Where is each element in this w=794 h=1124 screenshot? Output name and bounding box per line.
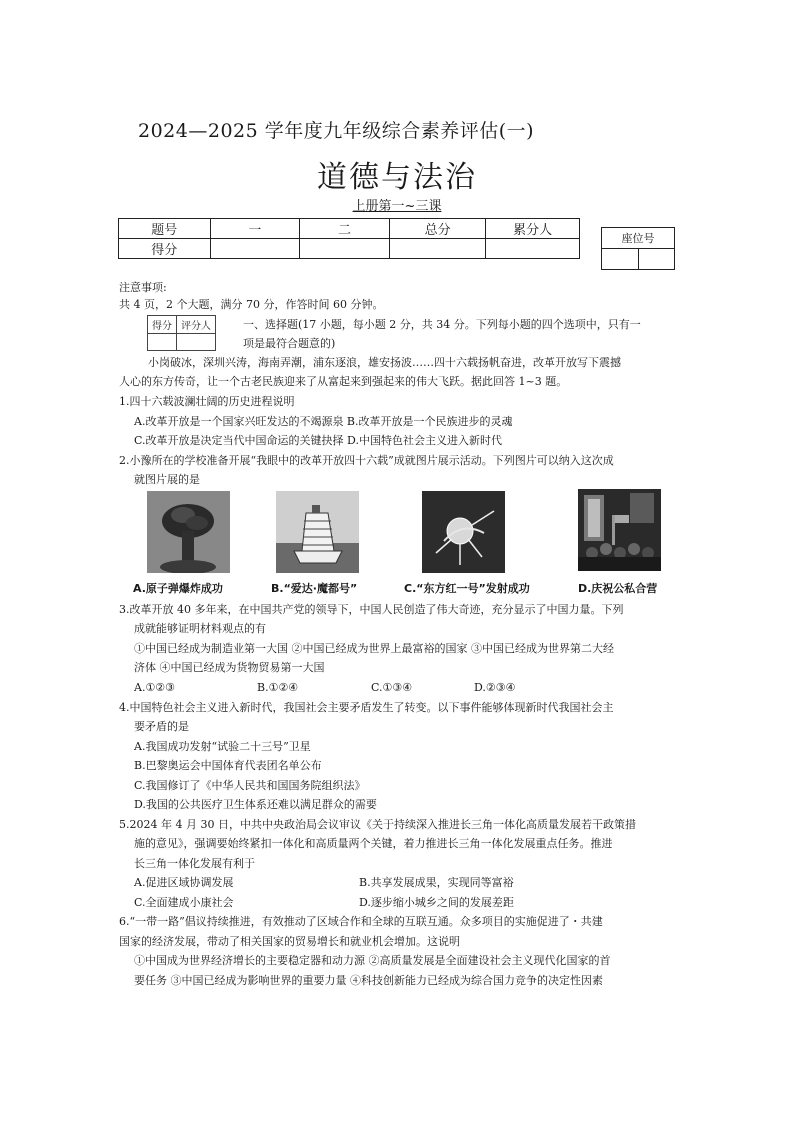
- q4-stem-2: 要矛盾的是: [134, 720, 189, 733]
- seat-cell[interactable]: [602, 249, 639, 270]
- q3-stem: 3.改革开放 40 多年来，在中国共产党的领导下，中国人民创造了伟大奇迹，充分显示了中国力量。下列: [119, 603, 624, 616]
- seat-box: [601, 227, 675, 270]
- section1-intro: 一、选择题(17 小题，每小题 2 分，共 34 分。下列每小题的四个选项中，只有一: [243, 318, 641, 331]
- grader-score-cell[interactable]: [148, 334, 177, 351]
- q3-items: ①中国已经成为制造业第一大国 ②中国已经成为世界上最富裕的国家 ③中国已经成为世界第二大经: [134, 642, 614, 655]
- score-header-cell: 题号: [119, 219, 211, 239]
- q4-option-a: A.我国成功发射“试验二十三号”卫星: [134, 740, 311, 753]
- score-row-label: 得分: [119, 239, 211, 259]
- score-header-cell: 二: [300, 219, 390, 239]
- q5-stem-3: 长三角一体化发展有利于: [134, 857, 255, 870]
- grader-score-label: 得分: [148, 316, 177, 334]
- score-cell[interactable]: [389, 239, 486, 259]
- score-cell[interactable]: [300, 239, 390, 259]
- q4-option-b: B.巴黎奥运会中国体育代表团名单公布: [134, 759, 322, 772]
- q1-options-cd: C.改革开放是决定当代中国命运的关键抉择 D.中国特色社会主义进入新时代: [134, 434, 502, 447]
- q4-option-c: C.我国修订了《中华人民共和国国务院组织法》: [134, 779, 366, 792]
- q4-option-d: D.我国的公共医疗卫生体系还难以满足群众的需要: [134, 798, 377, 811]
- q3-option-a: A.①②③: [134, 681, 176, 694]
- subject-title: 道德与法治: [317, 160, 477, 195]
- q1-stem: 1.四十六载波澜壮阔的历史进程说明: [119, 395, 295, 408]
- score-table: [118, 218, 580, 259]
- photo-caption-c: C.“东方红一号”发射成功: [404, 582, 530, 595]
- grader-name-cell[interactable]: [177, 334, 216, 351]
- q5-option-c: C.全面建成小康社会: [134, 896, 234, 909]
- satellite-photo: [422, 491, 505, 573]
- photo-caption-a: A.原子弹爆炸成功: [133, 582, 223, 595]
- scope-line: [0, 195, 794, 214]
- score-header-cell: 总分: [389, 219, 486, 239]
- q3-option-c: C.①③④: [371, 681, 413, 694]
- q5-stem: 5.2024 年 4 月 30 日，中共中央政治局会议审议《关于持续深入推进长三角一体化高质量发展若干政策措: [119, 818, 636, 831]
- q3-stem-2: 成就能够证明材料观点的有: [134, 622, 266, 635]
- q5-stem-2: 施的意见》，强调要始终紧扣一体化和高质量两个关键，着力推进长三角一体化发展重点任务。推进: [134, 837, 613, 850]
- q5-option-d: D.逐步缩小城乡之间的发展差距: [359, 896, 514, 909]
- q6-stem: 6.“一带一路”倡议持续推进，有效推动了区域合作和全球的互联互通。众多项目的实施促进了・共建: [119, 915, 603, 928]
- notes-heading: 注意事项:: [119, 281, 167, 294]
- q2-stem: 2.小豫所在的学校准备开展“我眼中的改革开放四十六载”成就图片展示活动。下列图片可以纳入这次成: [119, 454, 614, 467]
- passage-line: 小岗破冰，深圳兴涛，海南弄潮，浦东逐浪，雄安扬波……四十六载扬帆奋进，改革开放写下震撼: [148, 356, 621, 369]
- passage-line: 人心的东方传奇，让一个古老民族迎来了从富起来到强起来的伟大飞跃。据此回答 1~3 题。: [119, 375, 568, 388]
- q4-stem: 4.中国特色社会主义进入新时代，我国社会主要矛盾发生了转变。以下事件能够体现新时代我国社会主: [119, 701, 614, 714]
- score-cell[interactable]: [210, 239, 300, 259]
- photo-caption-d: D.庆祝公私合营: [578, 582, 658, 595]
- celebration-crowd-photo: [578, 489, 661, 571]
- q3-items-2: 济体 ④中国已经成为货物贸易第一大国: [134, 661, 325, 674]
- section1-intro-2: 项是最符合题意的): [243, 337, 336, 350]
- exam-title: 2024—2025 学年度九年级综合素养评估(一): [138, 120, 535, 142]
- score-cell[interactable]: [486, 239, 580, 259]
- q5-option-a: A.促进区域协调发展: [134, 876, 234, 889]
- q6-items: ①中国成为世界经济增长的主要稳定器和动力源 ②高质量发展是全面建设社会主义现代化国家的首: [134, 954, 611, 967]
- atomic-bomb-photo: [147, 491, 230, 573]
- seat-label: 座位号: [602, 228, 675, 249]
- q2-stem-2: 就图片展的是: [134, 473, 200, 486]
- grader-name-label: 评分人: [177, 316, 216, 334]
- q3-option-b: B.①②④: [257, 681, 299, 694]
- q6-items-2: 要任务 ③中国已经成为影响世界的重要力量 ④科技创新能力已经成为综合国力竞争的决定性因素: [134, 974, 603, 987]
- grader-box: [147, 315, 216, 351]
- seat-cell[interactable]: [638, 249, 675, 270]
- cruise-ship-photo: [276, 491, 359, 573]
- q1-options-ab: A.改革开放是一个国家兴旺发达的不竭源泉 B.改革开放是一个民族进步的灵魂: [134, 415, 513, 428]
- q6-stem-2: 国家的经济发展，带动了相关国家的贸易增长和就业机会增加。这说明: [119, 935, 460, 948]
- scope-text: 上册第一~三课: [352, 199, 442, 214]
- q3-option-d: D.②③④: [474, 681, 516, 694]
- q5-option-b: B.共享发展成果，实现同等富裕: [359, 876, 514, 889]
- score-header-cell: 一: [210, 219, 300, 239]
- photo-caption-b: B.“爱达·魔都号”: [271, 582, 358, 595]
- notes-line: 共 4 页，2 个大题，满分 70 分，作答时间 60 分钟。: [119, 298, 384, 311]
- score-header-cell: 累分人: [486, 219, 580, 239]
